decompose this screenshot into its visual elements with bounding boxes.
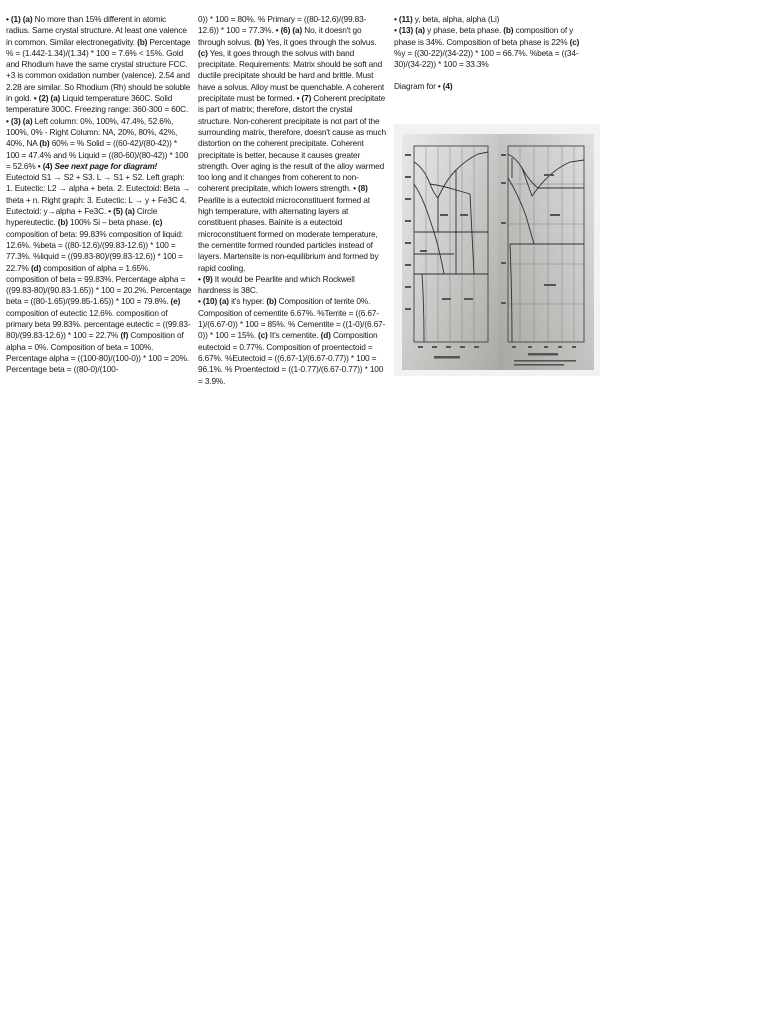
answer-paragraph bbox=[198, 14, 386, 274]
question-number: (c) bbox=[569, 36, 580, 47]
phase-diagram-photo bbox=[394, 124, 600, 376]
answer-text: Diagram for bbox=[394, 81, 438, 92]
text-column-2 bbox=[198, 14, 386, 387]
question-number: (c) bbox=[198, 47, 208, 58]
answer-text: Liquid temperature 360C. Solid temperature 300C. Freezing range: 360-300 = 60C. bbox=[6, 93, 189, 115]
question-number: • (13) (a) bbox=[394, 25, 425, 36]
question-number: (b) bbox=[39, 138, 50, 149]
answer-text: composition of eutectic 12.6%. composition of primary beta 99.83%. percentage eutectic = ((99.83-80)/(99.83-12.6)) * 100 = 22.7% bbox=[6, 307, 191, 341]
question-number: • (11) bbox=[394, 14, 413, 24]
answer-text: Composition eutectoid = 0.77%. Composition of proentectoid = 6.67%. %Eutectoid = ((6.67-1)/(6.67-0.77)) * 100 = 96.1%. % Proentectoid = ((1-0.77)/(6.67-0.77)) * 100 = 3.9%. bbox=[198, 330, 384, 386]
phase-diagram-image bbox=[394, 124, 600, 376]
answer-text: Composition of territe 0%. Composition of cementite 6.67%. %Territe = ((6.67-1)/(6.67-0)) * 100 = 85%. % Cementite = ((1-0)/(6.67-0)) * 100 = 15%. bbox=[198, 296, 386, 341]
question-number: • (3) (a) bbox=[6, 115, 33, 126]
answer-text: 0)) * 100 = 80%. % Primary = ((80-12.6)/(99.83-12.6)) * 100 = 77.3%. bbox=[198, 14, 367, 36]
answer-text: 100% Si – beta phase. bbox=[67, 217, 153, 228]
answer-text: No, it doesn't go through solvus. bbox=[198, 25, 362, 47]
question-number: • (9) bbox=[198, 273, 213, 284]
answer-paragraph bbox=[6, 14, 192, 116]
diagram-caption bbox=[394, 81, 582, 92]
answer-text: Percentage % = (1.442-1.34)/(1.34) * 100 = 7.6% < 15%. Gold and Rhodium have the same crystal structure FCC. +3 is common oxidation number (valence). 2.54 and 2.28 are similar. So Rhodium (Rh) should be soluble in gold. bbox=[6, 36, 191, 104]
question-number: • (6) (a) bbox=[275, 25, 303, 36]
answer-text: composition of alpha = 1.65%. composition of beta = 99.83%. Percentage alpha = ((99.83-80)/(90.83-1.65)) * 100 = 20.2%. Percentage beta = ((80-1.65)/(99.85-1.65)) * 100 = 79.8%. bbox=[6, 262, 192, 307]
question-number: • (1) (a) bbox=[6, 14, 33, 24]
question-number: (b) bbox=[266, 296, 277, 307]
answer-text: 60% = % Solid = ((60-42)/(80-42)) * 100 = 47.4% and % Liquid = ((80-60)/(80-42)) * 100 = 52.6% bbox=[6, 138, 189, 171]
answer-text: Yes, it goes through the solvus. bbox=[264, 36, 377, 47]
answer-text: It would be Pearlite and which Rockwell hardness is 38C. bbox=[198, 273, 355, 296]
question-number: • (4) bbox=[437, 81, 453, 92]
question-number: • (4) bbox=[37, 160, 53, 171]
answer-text: y phase, beta phase. bbox=[424, 25, 504, 36]
answer-text: Pearlite is a eutectoid microconstituent formed at high temperature, with alternating layers at constituent phases. Bainite is a eutectoid microconstituent formed on moderate temperature, the cementite formed rounded particles instead of layers. Martensite is non-equilibrium and formed by rapid cooling. bbox=[198, 194, 379, 273]
right-phase-diagram bbox=[498, 134, 594, 370]
answer-text: Eutectoid S1 → S2 + S3. L → S1 + S2. Left graph: 1. Eutectic: L2 → alpha + beta. 2. Eutectoid: Beta → theta + n. Right graph: 3. Eutectic: L → y + Fe3C 4. Eutectoid: y→alpha + Fe3C. bbox=[6, 172, 191, 217]
answer-text: Yes, it goes through the solvus with band precipitate. Requirements: Matrix should be soft and ductile precipitate should be hard and brittle. Must have a solvus. Alloy must be quenchable. A coherent precipitate must be formed. bbox=[198, 47, 385, 104]
text-column-3 bbox=[394, 14, 582, 93]
answer-text: Left column: 0%, 100%, 47.4%, 52.6%, 100%, 0% - Right Column: NA, 20%, 80%, 42%, 40%, NA bbox=[6, 115, 178, 149]
answer-text: Composition of alpha = 0%. Composition of beta = 100%. Percentage alpha = ((100-80)/(100-0)) * 100 = 20%. Percentage beta = ((80-0)/(100- bbox=[6, 330, 189, 375]
answer-paragraph bbox=[6, 116, 192, 376]
question-number: (d) bbox=[30, 262, 42, 273]
question-number: • (2) (a) bbox=[33, 93, 61, 104]
answer-text: it's hyper. bbox=[228, 296, 267, 307]
question-number: (b) bbox=[254, 36, 265, 47]
answer-paragraph bbox=[394, 14, 582, 25]
question-number: (b) bbox=[137, 36, 148, 47]
left-phase-diagram bbox=[402, 134, 498, 370]
question-number: (e) bbox=[170, 296, 181, 307]
question-number: (f) bbox=[120, 330, 129, 341]
answer-paragraph bbox=[394, 25, 582, 70]
question-number: (c) bbox=[152, 217, 163, 228]
question-number: • (7) bbox=[296, 93, 312, 104]
question-number: (d) bbox=[320, 330, 331, 341]
answer-text: %y = ((30-22)/(34-22)) * 100 = 66.7%. %beta = ((34-30)/(34-22)) * 100 = 33.3% bbox=[394, 47, 579, 70]
answer-text: composition of y phase is 34%. Composition of beta phase is 22% bbox=[394, 25, 574, 47]
question-number: (b) bbox=[503, 25, 514, 36]
question-number: (c) bbox=[257, 330, 268, 341]
answer-text: y, beta, alpha, alpha (Li) bbox=[412, 14, 500, 24]
answer-paragraph bbox=[198, 296, 386, 386]
answer-text: Circle hypereutectic. bbox=[6, 206, 158, 228]
answer-text: Coherent precipitate is part of matrix; therefore, distort the crystal structure. Non-coherent precipitate is not part of the surrounding matrix, therefore, doesn't cause as much distortion on the coherent precipitate. Coherent precipitate is better, because it causes greater strength. Over aging is the result of the alloy warmed too long and it changes from coherent to non-coherent precipitate, which lowers strength. bbox=[198, 93, 386, 194]
text-column-1 bbox=[6, 14, 192, 376]
answer-text: composition of beta: 99.83% composition of liquid: 12.6%. %beta = ((80-12.6)/(99.83-12.6)) * 100 = 77.3%. %liquid = ((99.83-80)/(99.83-12.6)) * 100 = 22.7% bbox=[6, 228, 183, 273]
answer-text: It's cementite. bbox=[267, 330, 321, 341]
question-number: • (8) bbox=[353, 183, 368, 194]
answer-text: No more than 15% different in atomic radius. Same crystal structure. At least one valence in common. Similar electronegativity. bbox=[6, 14, 187, 47]
question-number: (b) bbox=[57, 217, 68, 228]
emphasis-text: See next page for diagram! bbox=[54, 160, 158, 171]
question-number: • (10) (a) bbox=[198, 296, 229, 307]
question-number: • (5) (a) bbox=[108, 206, 135, 217]
answer-paragraph bbox=[198, 274, 386, 297]
